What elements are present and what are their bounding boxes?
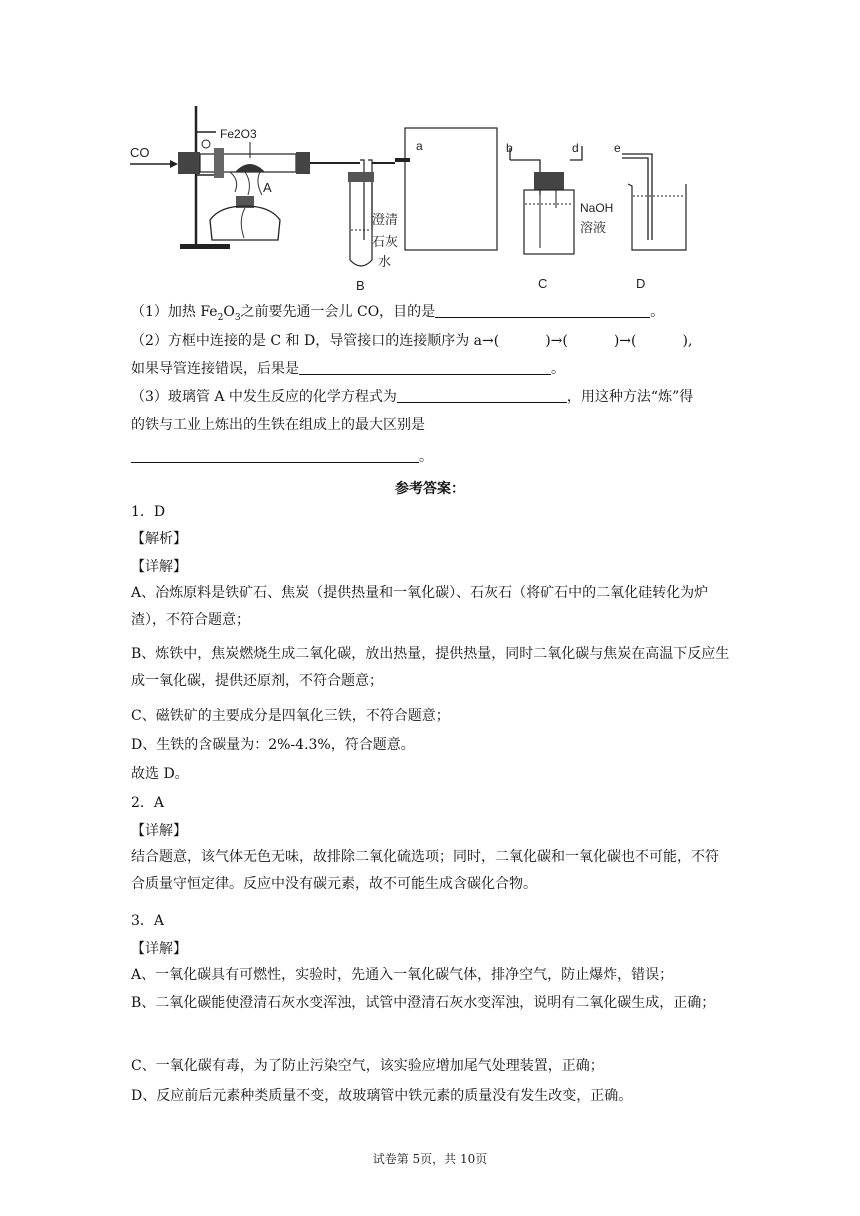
limewater-1: 澄清 — [372, 213, 399, 228]
question-3-line3 — [131, 447, 433, 467]
question-3 — [131, 387, 693, 407]
q3-end: 。 — [419, 449, 433, 465]
a2-text: 结合题意，该气体无色无味，故排除二氧化硫选项；同时，二氧化碳和一氧化碳也不可能，不符合质量守恒定律。反应中没有碳元素，故不可能生成含碳化合物。 — [131, 849, 719, 892]
a1-conclusion: 故选 D。 — [131, 766, 189, 782]
q1-blank[interactable] — [435, 303, 650, 318]
label-c: C — [538, 276, 548, 291]
a1-option-a: A、冶炼原料是铁矿石、焦炭（提供热量和一氧化碳）、石灰石（将矿石中的二氧化硅转化为炉渣），不符合题意； — [131, 585, 709, 628]
q1-end: 。 — [650, 304, 665, 320]
a1-option-d: D、生铁的含碳量为：2%-4.3%，符合题意。 — [131, 737, 415, 753]
label-b: B — [356, 278, 365, 293]
q3-blank-2[interactable] — [131, 448, 419, 463]
label-a: A — [263, 180, 272, 195]
q2-line2: 如果导管连接错误，后果是 — [131, 361, 299, 377]
a3-option-d: D、反应前后元素种类质量不变，故玻璃管中铁元素的质量没有发生改变，正确。 — [131, 1088, 633, 1104]
a1-option-c: C、磁铁矿的主要成分是四氧化三铁，不符合题意； — [131, 708, 450, 724]
q2-blank-4[interactable] — [299, 360, 551, 375]
a3-option-c: C、一氧化碳有毒，为了防止污染空气，该实验应增加尾气处理装置，正确； — [131, 1058, 604, 1074]
answers-heading: 参考答案： — [395, 481, 465, 497]
port-d: d — [572, 141, 579, 155]
a3-xiangjie: 【详解】 — [131, 941, 187, 957]
q2-line2-end: 。 — [551, 361, 565, 377]
naoh-label: NaOH — [580, 201, 614, 215]
q2-prefix: （2）方框中连接的是 C 和 D，导管接口的连接顺序为 a→( — [131, 333, 500, 349]
q1-prefix: （1）加热 Fe — [131, 304, 218, 320]
fe2o3-label: Fe2O3 — [220, 127, 257, 141]
a1-title: 1．D — [131, 504, 166, 520]
a3-option-b: B、二氧化碳能使澄清石灰水变浑浊，试管中澄清石灰水变浑浊，说明有二氧化碳生成，正确； — [131, 995, 716, 1011]
co-label: CO — [130, 145, 150, 160]
naoh-solution: 溶液 — [580, 221, 607, 236]
a1-option-b: B、炼铁中，焦炭燃烧生成二氧化碳，放出热量，提供热量，同时二氧化碳与焦炭在高温下反应生成一氧化碳，提供还原剂，不符合题意； — [131, 646, 730, 689]
label-d: D — [636, 276, 646, 291]
a3-title: 3．A — [131, 913, 165, 929]
q3-mid: ，用这种方法“炼”得 — [566, 389, 694, 405]
limewater-2: 石灰 — [372, 235, 399, 250]
q2-mid2: )→( — [613, 333, 637, 349]
a1-jiexi: 【解析】 — [131, 531, 187, 547]
q1-suffix: 之前要先通一会儿 CO，目的是 — [240, 304, 436, 320]
q3-blank-1[interactable] — [397, 388, 567, 403]
q2-mid1: )→( — [545, 333, 568, 349]
a3-option-a: A、一氧化碳具有可燃性，实验时，先通入一氧化碳气体，排净空气，防止爆炸，错误； — [131, 967, 674, 983]
q3-prefix: （3）玻璃管 A 中发生反应的化学方程式为 — [131, 389, 397, 405]
page-footer: 试卷第 5页，共 10页 — [372, 1152, 488, 1166]
question-2 — [131, 331, 692, 351]
question-2-line2 — [131, 359, 565, 379]
a1-xiangjie: 【详解】 — [131, 559, 187, 575]
beaker-d — [622, 154, 686, 250]
a2-xiangjie: 【详解】 — [131, 823, 187, 839]
limewater-3: 水 — [378, 255, 392, 270]
glass-tube-a — [178, 142, 325, 178]
q2-end: ), — [682, 333, 693, 349]
q3-line2: 的铁与工业上炼出的生铁在组成上的最大区别是 — [131, 417, 425, 433]
question-1: （1）加热 $Fe_2O_3$之前要先通一会儿 CO，目的是 。 — [131, 304, 665, 323]
port-e: e — [614, 141, 621, 155]
a2-title: 2．A — [131, 795, 165, 811]
test-tube-b — [348, 172, 374, 266]
question-3-line2 — [131, 415, 425, 435]
washing-bottle-c — [510, 146, 582, 254]
apparatus-diagram — [120, 100, 720, 296]
port-a: a — [416, 139, 423, 153]
port-b: b — [506, 141, 513, 155]
